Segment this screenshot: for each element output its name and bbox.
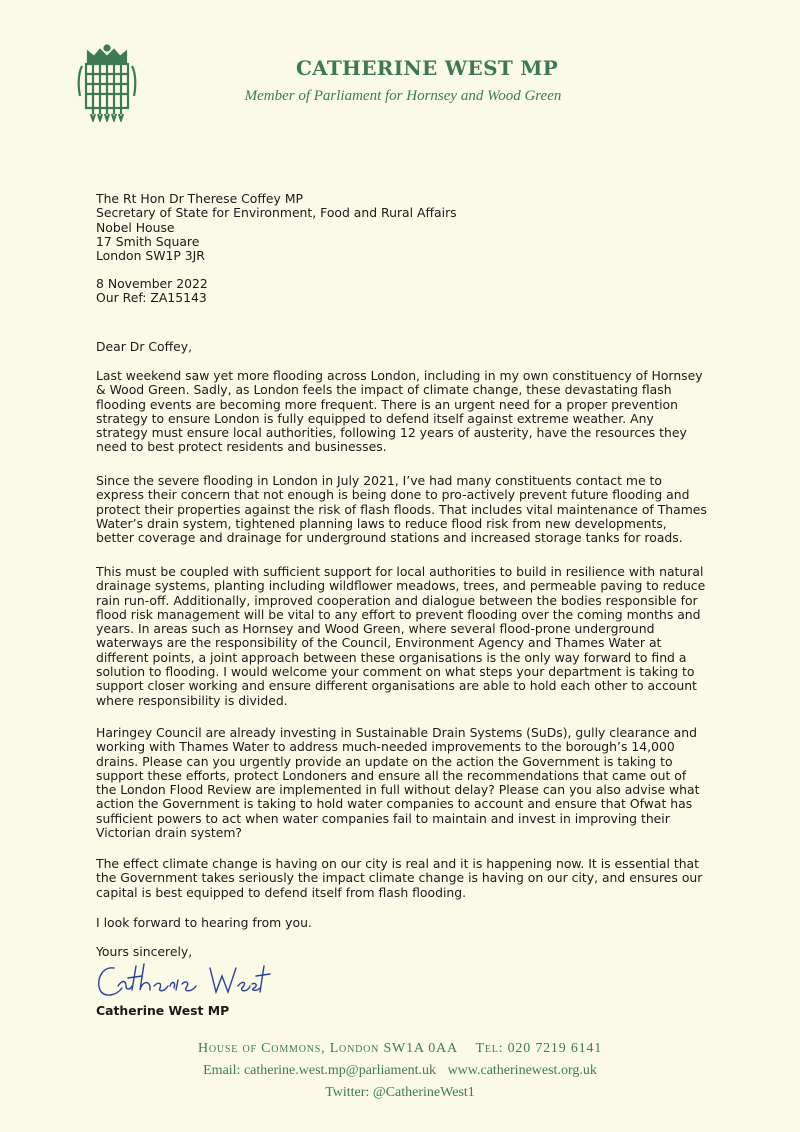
date-reference	[96, 277, 706, 306]
handwritten-signature	[92, 958, 272, 1002]
reference-number: Our Ref: ZA15143	[96, 290, 207, 306]
letterhead	[0, 0, 800, 120]
paragraph-2: Since the severe flooding in London in July 2021, I’ve had many constituents contact me to express their concern that not enough is being done to pro-actively prevent future flooding and protect their properties against the risk of flash floods. That includes vital maintenance of Thames Water’s drain system, tightened planning laws to reduce flood risk from new developments, better coverage and drainage for underground stations and increased storage tanks for roads.	[96, 473, 707, 546]
footer-address: House of Commons, London SW1A 0AA	[197, 1041, 458, 1056]
footer-website: www.catherinewest.org.uk	[447, 1063, 597, 1078]
signer-name: Catherine West MP	[96, 1003, 230, 1018]
paragraph-4: Haringey Council are already investing in Sustainable Drain Systems (SuDs), gully clearance and working with Thames Water to address much-needed improvements to the borough’s 14,000 drains. Please can you urgently provide an update on the action the Government is taking to support these efforts, protect Londoners and ensure all the recommendations that came out of the London Flood Review are implemented in full without delay? Please can you also advise what action the Government is taking to hold water companies to account and ensure that Ofwat has sufficient powers to act when water companies fail to maintain and invest in improving their Victorian drain system?	[96, 725, 700, 841]
mp-title: Member of Parliament for Hornsey and Wood Green	[244, 88, 562, 104]
paragraph-3: This must be coupled with sufficient support for local authorities to build in resilience with natural drainage systems, planting including wildflower meadows, trees, and permeable paving to reduce rain run-off. Additionally, improved cooperation and dialogue between the bodies responsible for flood risk management will be vital to any effort to prevent flooding over the coming months and years. In areas such as Hornsey and Wood Green, where several flood-prone underground waterways are the responsibility of the Council, Environment Agency and Thames Water at different points, a joint approach between these organisations is the only way forward to find a solution to flooding. I would welcome your comment on what steps your department is taking to support closer working and ensure different organisations are able to hold each other to account where responsibility is divided.	[96, 564, 706, 708]
recipient-line: The Rt Hon Dr Therese Coffey MP	[96, 191, 303, 206]
footer-twitter: Twitter: @CatherineWest1	[325, 1085, 475, 1100]
recipient-line: Nobel House	[96, 219, 175, 235]
letterhead-footer	[0, 1038, 800, 1104]
recipient-line: Secretary of State for Environment, Food and Rural Affairs	[96, 205, 457, 221]
mp-name: CATHERINE WEST MP	[295, 56, 559, 80]
recipient-address	[96, 192, 706, 263]
footer-contact-line	[0, 1060, 800, 1082]
salutation: Dear Dr Coffey,	[96, 339, 193, 354]
footer-telephone: Tel: 020 7219 6141	[475, 1041, 603, 1056]
paragraph-1: Last weekend saw yet more flooding across London, including in my own constituency of Hornsey & Wood Green. Sadly, as London feels the impact of climate change, these devastating flash flooding events are becoming more frequent. There is an urgent need for a proper prevention strategy to ensure London is fully equipped to defend itself against extreme weather. Any strategy must ensure local authorities, following 12 years of austerity, have the resources they need to best protect residents and businesses.	[96, 368, 703, 455]
closing-line: I look forward to hearing from you.	[96, 915, 312, 930]
footer-address-line	[0, 1038, 800, 1060]
recipient-line: London SW1P 3JR	[96, 248, 205, 264]
letter-date: 8 November 2022	[96, 276, 208, 291]
valediction: Yours sincerely,	[96, 944, 193, 959]
footer-email: Email: catherine.west.mp@parliament.uk	[203, 1063, 437, 1078]
recipient-line: 17 Smith Square	[96, 233, 200, 249]
paragraph-5: The effect climate change is having on our city is real and it is happening now. It is essential that the Government takes seriously the impact climate change is having on our city, and ensures our capital is best equipped to defend itself from flash flooding.	[96, 856, 703, 900]
portcullis-icon	[74, 44, 140, 122]
